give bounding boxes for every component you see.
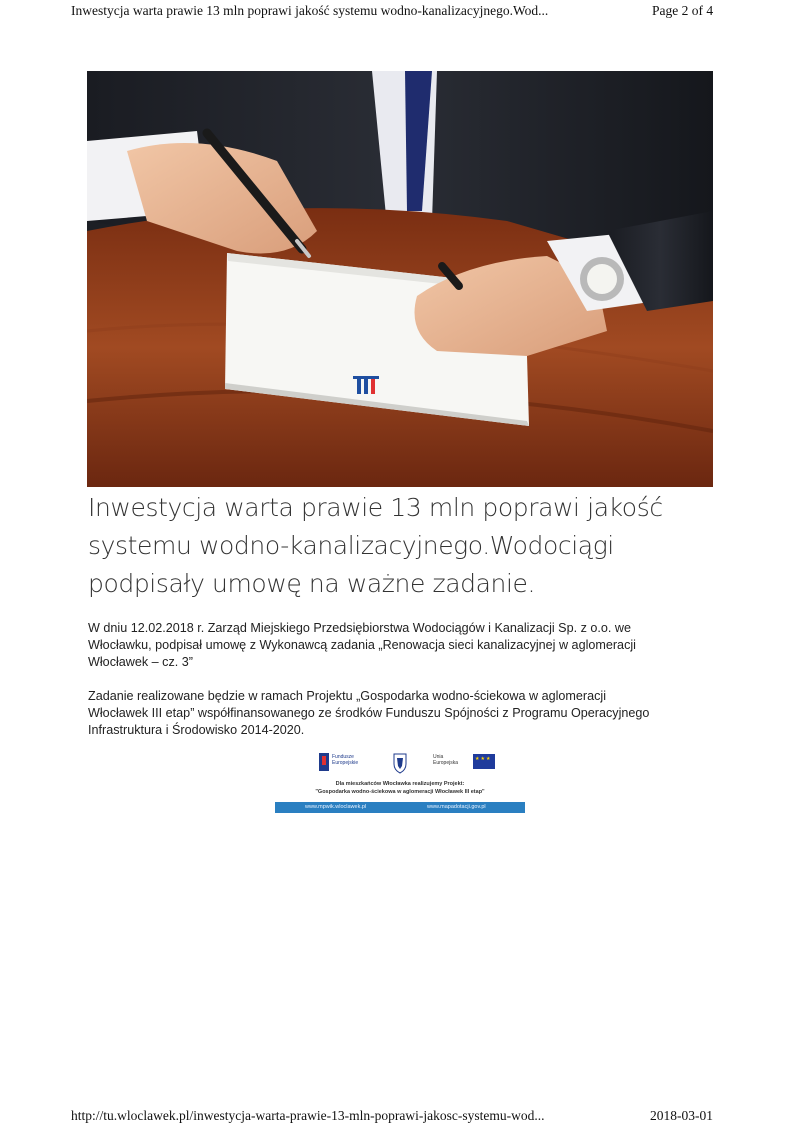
eu-funding-banner (275, 749, 525, 813)
banner-line-2: "Gospodarka wodno-ściekowa w aglomeracji Włocławek III etap" (315, 789, 485, 795)
paragraph-1-line-1: W dniu 12.02.2018 r. Zarząd Miejskiego Przedsiębiorstwa Wodociągów i Kanalizacji Sp. z o.o. we (88, 621, 631, 635)
fe-mark-icon (319, 753, 329, 771)
print-header-title: Inwestycja warta prawie 13 mln poprawi jakość systemu wodno-kanalizacyjnego.Wod... (71, 3, 549, 18)
headline-line-1: Inwestycja warta prawie 13 mln poprawi jakość (88, 493, 663, 522)
print-footer (0, 1106, 800, 1126)
print-header (0, 0, 800, 20)
article-headline (88, 489, 718, 603)
paragraph-2-line-1: Zadanie realizowane będzie w ramach Projektu „Gospodarka wodno-ściekowa w aglomeracji (88, 689, 606, 703)
ue-logo-text: Unia Europejska (433, 754, 459, 766)
article-paragraph-1 (88, 620, 718, 671)
fe-logo-text: Fundusze Europejskie (332, 754, 359, 766)
fundusze-europejskie-logo (319, 753, 359, 773)
paragraph-2-line-2: Włocławek III etap” współfinansowanego ze środków Funduszu Spójności z Programu Operacyjnego (88, 706, 650, 720)
eu-flag-icon (473, 754, 495, 769)
banner-logos (275, 749, 525, 779)
headline-line-2: systemu wodno-kanalizacyjnego.Wodociągi (88, 531, 614, 560)
paragraph-1-line-2: Włocławku, podpisał umowę z Wykonawcą zadania „Renowacja sieci kanalizacyjnej w aglomeracji (88, 638, 636, 652)
print-header-page-number: Page 2 of 4 (652, 3, 714, 18)
banner-line-1: Dla mieszkańców Włocławka realizujemy Projekt: (335, 781, 465, 787)
print-footer-url: http://tu.wloclawek.pl/inwestycja-warta-prawie-13-mln-poprawi-jakosc-systemu-wod... (71, 1108, 545, 1123)
print-footer-date: 2018-03-01 (650, 1108, 713, 1123)
paragraph-2-line-3: Infrastruktura i Środowisko 2014-2020. (88, 723, 305, 737)
paragraph-1-line-3: Włocławek – cz. 3” (88, 655, 193, 669)
article-paragraph-2 (88, 688, 718, 739)
coat-of-arms-icon (392, 752, 408, 774)
headline-line-3: podpisały umowę na ważne zadanie. (88, 569, 536, 598)
banner-link-bar (275, 802, 525, 813)
banner-link-left[interactable]: www.mpwik.wloclawek.pl (305, 804, 367, 810)
article-photo (87, 71, 713, 487)
unia-europejska-logo (433, 753, 503, 773)
banner-link-right[interactable]: www.mapadotacji.gov.pl (427, 804, 486, 810)
